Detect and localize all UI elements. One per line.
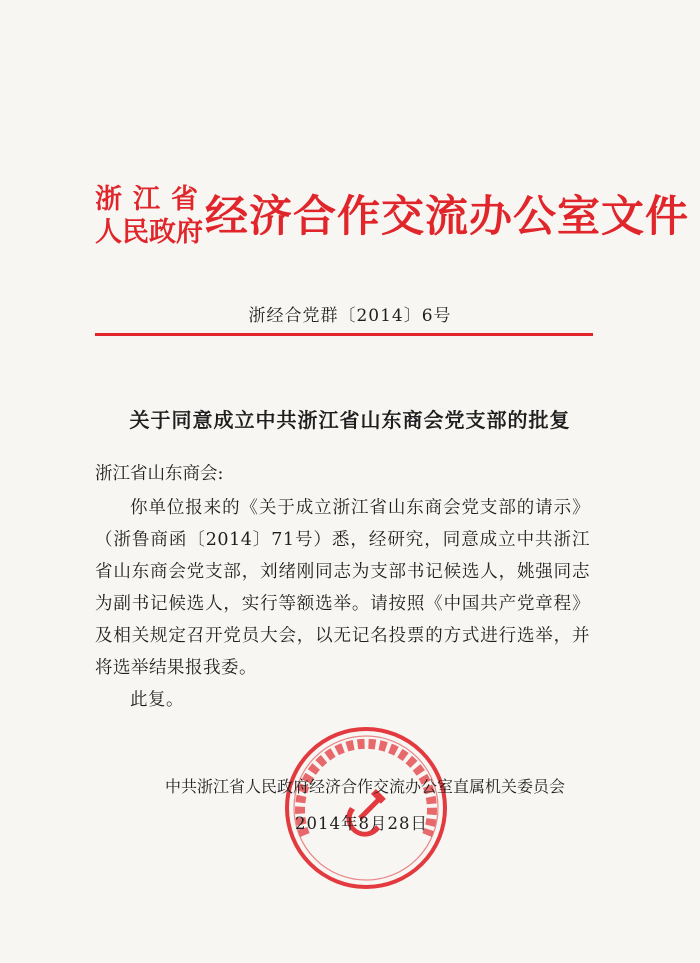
signing-organization: 中共浙江省人民政府经济合作交流办公室直属机关委员会 (165, 777, 566, 796)
salutation: 浙江省山东商会: (95, 464, 224, 484)
office-name: 经济合作交流办公室文件 (205, 192, 689, 242)
red-divider (95, 333, 593, 336)
body-paragraph: 你单位报来的《关于成立浙江省山东商会党支部的请示》（浙鲁商函〔2014〕71号）悉，经研究，同意成立中共浙江省山东商会党支部，刘绪刚同志为支部书记候选人，姚强同志为副书记候选人，实行等额选举。请按照《中国共产党章程》及相关规定召开党员大会，以无记名投票的方式进行选举，并将选举结果报我委。 (95, 498, 590, 678)
issuer-name (95, 186, 209, 246)
party-seal-icon (283, 725, 449, 891)
body-closing: 此复。 (130, 690, 184, 710)
issuer-line1: 浙江省 (95, 184, 209, 215)
document-title: 关于同意成立中共浙江省山东商会党支部的批复 (129, 408, 571, 432)
signing-date: 2014年8月28日 (295, 814, 428, 833)
issuer-line2: 人民政府 (95, 217, 203, 248)
document-number: 浙经合党群〔2014〕6号 (248, 306, 452, 326)
document-body (95, 492, 590, 716)
